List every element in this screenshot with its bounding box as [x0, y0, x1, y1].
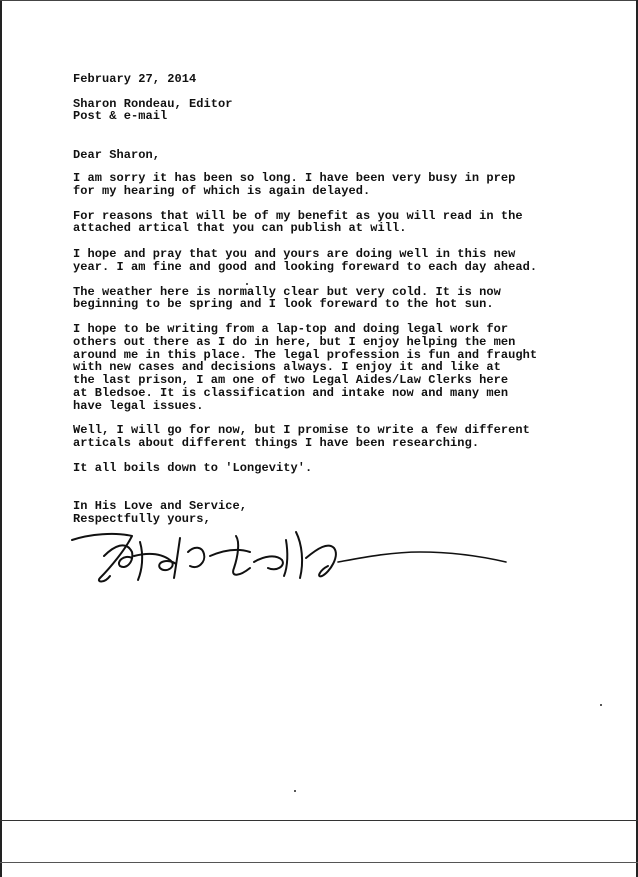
closing-line-1: In His Love and Service,	[73, 499, 248, 513]
scan-edge-left	[0, 0, 2, 877]
salutation: Dear Sharon,	[73, 148, 161, 162]
closing-line-2: Respectfully yours,	[73, 512, 211, 526]
paragraph-6-line-1: Well, I will go for now, but I promise to write a few different	[73, 423, 530, 437]
scan-speck	[246, 283, 248, 285]
recipient-delivery: Post & e-mail	[73, 109, 168, 123]
paragraph-5-line-3: around me in this place. The legal profession is fun and fraught	[73, 348, 538, 362]
paragraph-4-line-1: The weather here is normally clear but very cold. It is now	[73, 285, 501, 299]
paragraph-3-line-2: year. I am fine and good and looking foreward to each day ahead.	[73, 260, 538, 274]
paragraph-4-line-2: beginning to be spring and I look foreward to the hot sun.	[73, 297, 494, 311]
paragraph-5-line-6: at Bledsoe. It is classification and intake now and many men	[73, 386, 509, 400]
paragraph-5-line-2: others out there as I do in here, but I enjoy helping the men	[73, 335, 516, 349]
paragraph-5-line-1: I hope to be writing from a lap-top and doing legal work for	[73, 322, 509, 336]
paragraph-1-line-1: I am sorry it has been so long. I have been very busy in prep	[73, 171, 516, 185]
scan-line-bottom-2	[0, 862, 638, 863]
scan-speck	[294, 790, 296, 792]
paragraph-2-line-2: attached artical that you can publish at will.	[73, 221, 407, 235]
paragraph-5-line-7: have legal issues.	[73, 399, 204, 413]
paragraph-5-line-4: with new cases and decisions always. I enjoy it and like at	[73, 360, 501, 374]
paragraph-7-line-1: It all boils down to 'Longevity'.	[73, 461, 313, 475]
paragraph-2-line-1: For reasons that will be of my benefit as you will read in the	[73, 209, 523, 223]
paragraph-6-line-2: articals about different things I have been researching.	[73, 436, 480, 450]
scan-edge-top	[0, 0, 638, 1]
scan-line-bottom	[0, 820, 638, 821]
paragraph-5-line-5: the last prison, I am one of two Legal Aides/Law Clerks here	[73, 373, 509, 387]
scan-speck	[600, 704, 602, 706]
letter-date: February 27, 2014	[73, 72, 197, 86]
paragraph-3-line-1: I hope and pray that you and yours are doing well in this new	[73, 247, 516, 261]
handwritten-signature	[70, 522, 510, 592]
recipient-name: Sharon Rondeau, Editor	[73, 97, 233, 111]
paragraph-1-line-2: for my hearing of which is again delayed.	[73, 184, 371, 198]
